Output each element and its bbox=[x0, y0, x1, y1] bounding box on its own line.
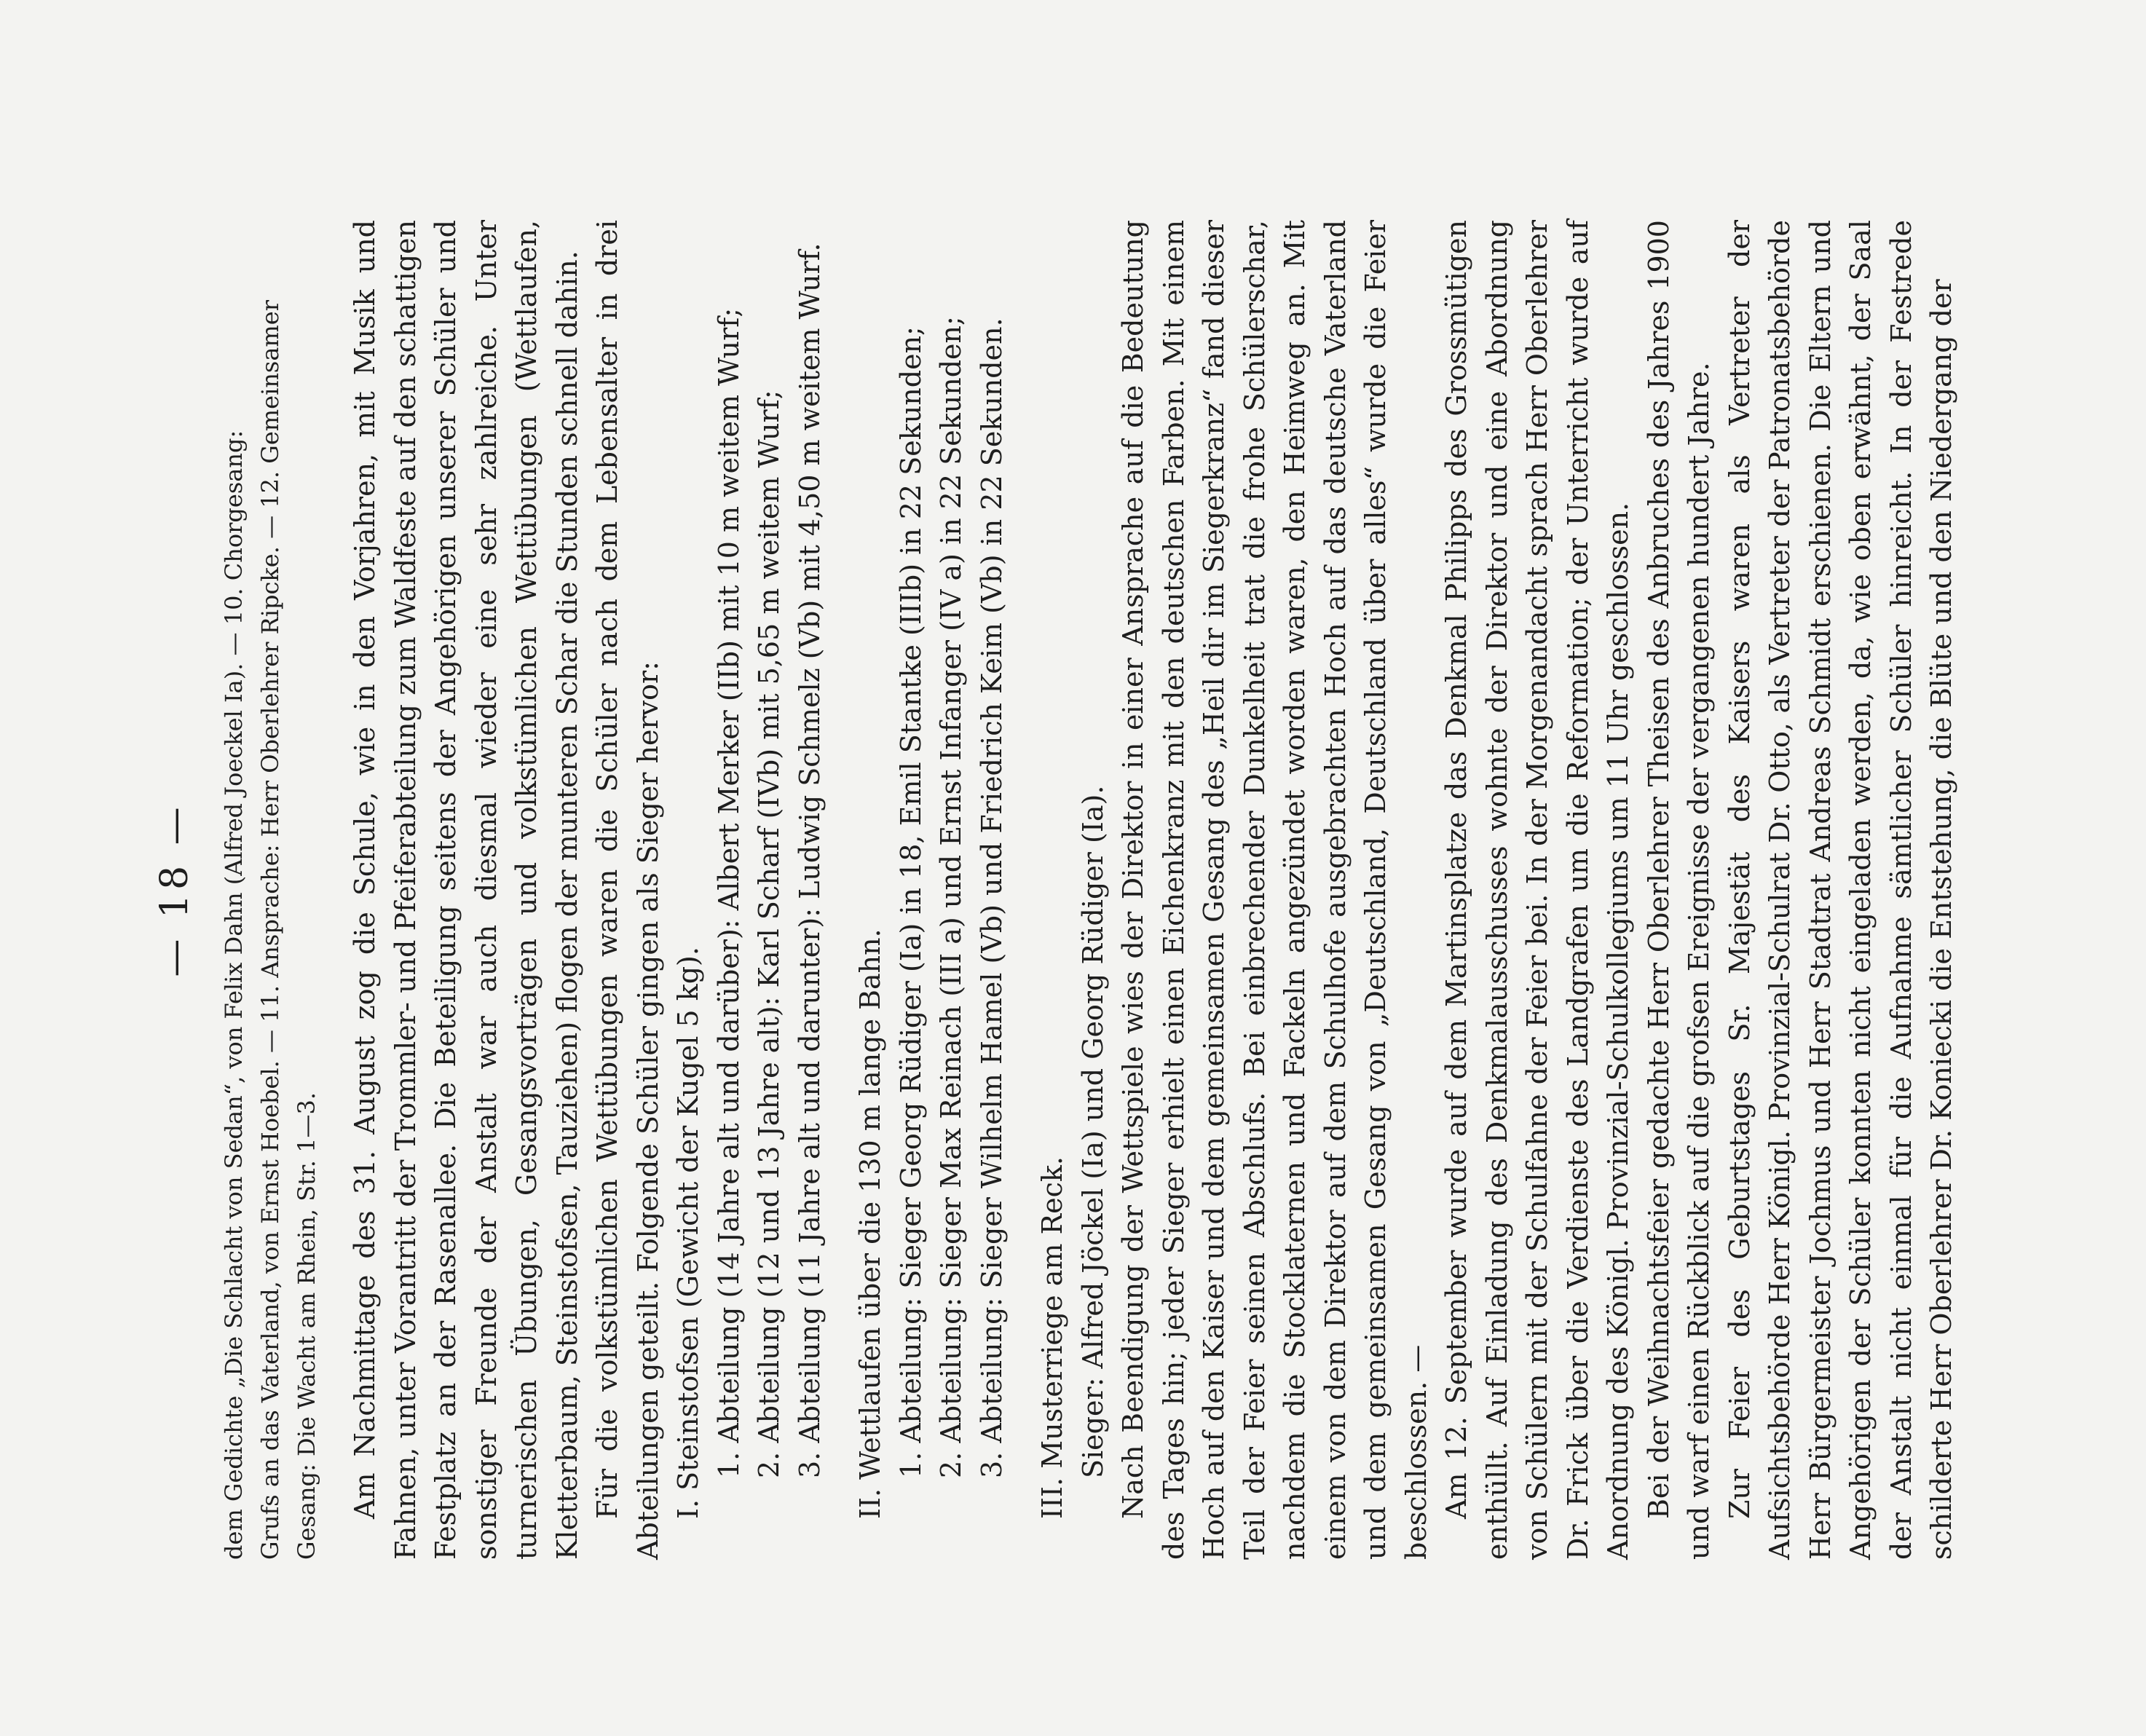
paragraph-denkmal: Am 12. September wurde auf dem Martinsplatze das Denkmal Philipps des Grossmütigen enthüllt. Auf Einladung des Denkmalausschusses wohnte der Direktor und eine Abordnung von Schülern mit der Schulfahne der Feier bei. In der Morgenandacht sprach Herr Oberlehrer Dr. Frick über die Verdienste des Landgrafen um die Reformation; der Unterricht wurde auf Anordnung des Königl. Provinzial-Schulkollegiums um 11 Uhr geschlossen. bbox=[1440, 220, 1634, 1560]
rotated-text-block bbox=[153, 220, 1988, 1560]
section-steinstossen-item-2: 2. Abteilung (12 und 13 Jahre alt): Karl Scharf (IVb) mit 5,65 m weitem Wurf; bbox=[753, 390, 785, 1478]
section-musterriege-title: III. Musterriege am Reck. bbox=[1036, 1156, 1068, 1519]
paragraph-wettuebungen: Für die volkstümlichen Wettübungen waren die Schüler nach dem Lebensalter in drei Abteilungen geteilt. Folgende Schüler gingen als Sieger hervor: bbox=[591, 220, 664, 1560]
intro-line-2: Grufs an das Vaterland, von Ernst Hoebel. — 11. Ansprache: Herr Oberlehrer Ripcke. — 12. Gemeinsamer bbox=[256, 299, 284, 1560]
section-steinstossen-item-1: 1. Abteilung (14 Jahre alt und darüber): Albert Merker (IIb) mit 10 m weitem Wurf; bbox=[712, 307, 745, 1478]
page-number: — 18 — bbox=[153, 802, 197, 977]
paragraph-beendigung: Nach Beendigung der Wettspiele wies der Direktor in einer Ansprache auf die Bedeutung des Tages hin; jeder Sieger erhielt einen Eichenkranz mit den deutschen Farben. Mit einem Hoch auf den Kaiser und dem gemeinsamen Gesang des „Heil dir im Siegerkranz“ fand dieser Teil der Feier seinen Abschlufs. Bei einbrechender Dunkelheit trat die frohe Schülerschar, nachdem die Stocklaternen und Fackeln angezündet worden waren, den Heimweg an. Mit einem von dem Direktor auf dem Schulhofe ausgebrachten Hoch auf das deutsche Vaterland und dem gemeinsamen Gesang von „Deutschland, Deutschland über alles“ wurde die Feier beschlossen. — bbox=[1117, 220, 1432, 1560]
paragraph-geburtstag: Zur Feier des Geburtstages Sr. Majestät des Kaisers waren als Vertreter der Aufsichtsbehörde Herr Königl. Provinzial-Schulrat Dr. Otto, als Vertreter der Patronatsbehörde Herr Bürgermeister Jochmus und Herr Stadtrat Andreas Schmidt erschienen. Die Eltern und Angehörigen der Schüler konnten nicht eingeladen werden, da, wie oben erwähnt, der Saal der Anstalt nicht einmal für die Aufnahme sämtlicher Schüler hinreicht. In der Festrede schilderte Herr Oberlehrer Dr. Koniecki die Entstehung, die Blüte und den Niedergang der bbox=[1723, 220, 1957, 1560]
section-musterriege-item-1: Sieger: Alfred Jöckel (Ia) und Georg Rüdiger (Ia). bbox=[1076, 785, 1109, 1478]
section-steinstossen-title: I. Steinstofsen (Gewicht der Kugel 5 kg). bbox=[672, 947, 704, 1519]
paragraph-weihnacht: Bei der Weihnachtsfeier gedachte Herr Oberlehrer Theisen des Anbruches des Jahres 1900 und warf einen Rückblick auf die grofsen Ereignisse der vergangenen hundert Jahre. bbox=[1642, 220, 1715, 1560]
intro-line-3: Gesang: Die Wacht am Rhein, Str. 1—3. bbox=[293, 1092, 320, 1560]
paragraph-turnfest: Am Nachmittage des 31. August zog die Schule, wie in den Vorjahren, mit Musik und Fahnen, unter Vorantritt der Trommler- und Pfeiferabteilung zum Waldfeste auf den schattigen Festplatz an der Rasenallee. Die Beteiligung seitens der Angehörigen unserer Schüler und sonstiger Freunde der Anstalt war auch diesmal wieder eine sehr zahlreiche. Unter turnerischen Übungen, Gesangsvorträgen und volkstümlichen Wettübungen (Wettlaufen, Kletterbaum, Steinstofsen, Tauziehen) flogen der munteren Schar die Stunden schnell dahin. bbox=[349, 220, 583, 1560]
section-wettlaufen-item-3: 3. Abteilung: Sieger Wilhelm Hamel (Vb) und Friedrich Keim (Vb) in 22 Sekunden. bbox=[975, 317, 1008, 1478]
section-wettlaufen-item-1: 1. Abteilung: Sieger Georg Rüdiger (Ia) in 18, Emil Stantke (IIIb) in 22 Sekunden; bbox=[894, 326, 927, 1478]
section-steinstossen-item-3: 3. Abteilung (11 Jahre alt und darunter): Ludwig Schmelz (Vb) mit 4,50 m weitem Wurf. bbox=[793, 242, 826, 1478]
section-wettlaufen-title: II. Wettlaufen über die 130 m lange Bahn. bbox=[854, 928, 886, 1519]
section-wettlaufen-item-2: 2. Abteilung: Sieger Max Reinach (III a) und Ernst Infanger (IV a) in 22 Sekunden; bbox=[935, 316, 967, 1478]
intro-line-1: dem Gedichte „Die Schlacht von Sedan“, von Felix Dahn (Alfred Joeckel Ia). — 10. Chorgesang: bbox=[220, 430, 248, 1560]
